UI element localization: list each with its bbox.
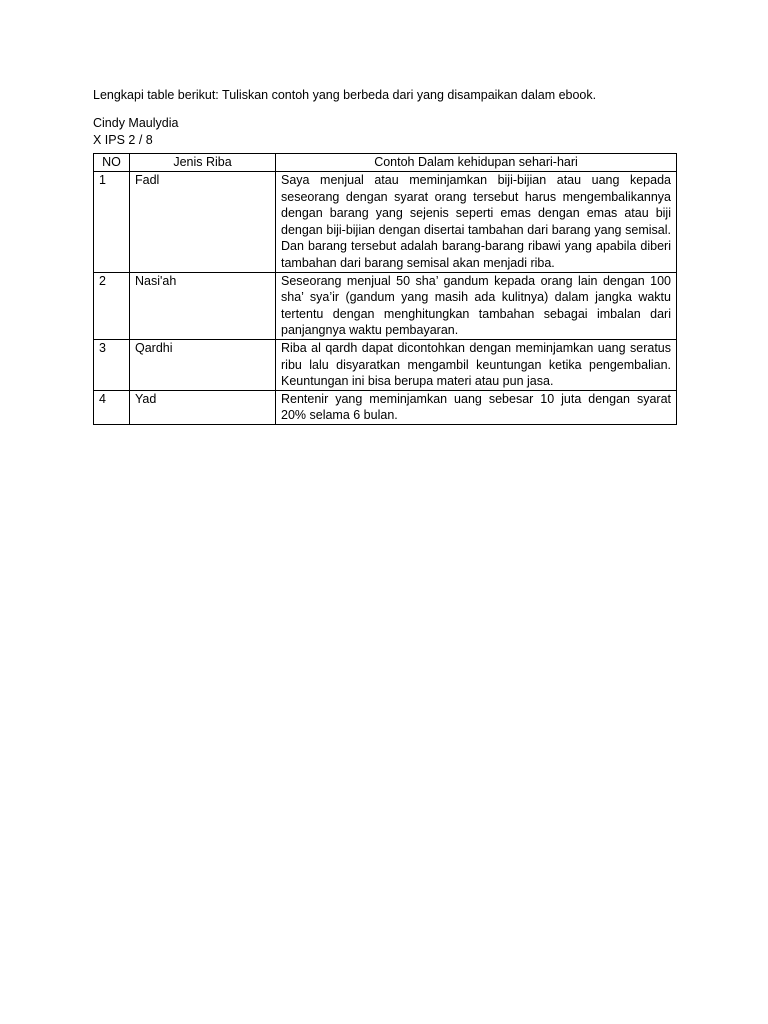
- riba-type: Yad: [130, 390, 276, 424]
- row-number: 3: [94, 339, 130, 390]
- header-no: NO: [94, 154, 130, 172]
- header-type: Jenis Riba: [130, 154, 276, 172]
- student-class: X IPS 2 / 8: [93, 133, 153, 147]
- riba-example: Saya menjual atau meminjamkan biji-bijian atau uang kepada seseorang dengan syarat orang tersebut harus mengembalikannya dengan barang yang sejenis seperti emas dengan emas atau biji dengan biji-bijian dengan disertai tambahan dari barang yang semisal. Dan barang tersebut adalah barang-barang ribawi yang apabila diberi tambahan dari barang semisal akan menjadi riba.: [276, 172, 677, 273]
- row-number: 4: [94, 390, 130, 424]
- table-header-row: [94, 154, 677, 172]
- table-row: [94, 272, 677, 339]
- table-row: [94, 172, 677, 273]
- row-number: 1: [94, 172, 130, 273]
- riba-example: Riba al qardh dapat dicontohkan dengan meminjamkan uang seratus ribu lalu disyaratkan mengambil keuntungan ketika pengembalian. Keuntungan ini bisa berupa materi atau pun jasa.: [276, 339, 677, 390]
- row-number: 2: [94, 272, 130, 339]
- document-page: [93, 87, 676, 425]
- table-row: [94, 339, 677, 390]
- student-name: Cindy Maulydia: [93, 116, 179, 130]
- riba-type: Qardhi: [130, 339, 276, 390]
- student-info: [93, 115, 676, 149]
- riba-example: Rentenir yang meminjamkan uang sebesar 10 juta dengan syarat 20% selama 6 bulan.: [276, 390, 677, 424]
- riba-table: [93, 153, 677, 425]
- header-example: Contoh Dalam kehidupan sehari-hari: [276, 154, 677, 172]
- table-row: [94, 390, 677, 424]
- riba-type: Fadl: [130, 172, 276, 273]
- instruction-text: Lengkapi table berikut: Tuliskan contoh yang berbeda dari yang disampaikan dalam ebook.: [93, 88, 597, 102]
- riba-example: Seseorang menjual 50 sha’ gandum kepada orang lain dengan 100 sha’ sya’ir (gandum yang masih ada kulitnya) dalam jangka waktu tertentu dengan menghitungkan tambahan sebagai imbalan dari panjangnya waktu pembayaran.: [276, 272, 677, 339]
- riba-type: Nasi'ah: [130, 272, 276, 339]
